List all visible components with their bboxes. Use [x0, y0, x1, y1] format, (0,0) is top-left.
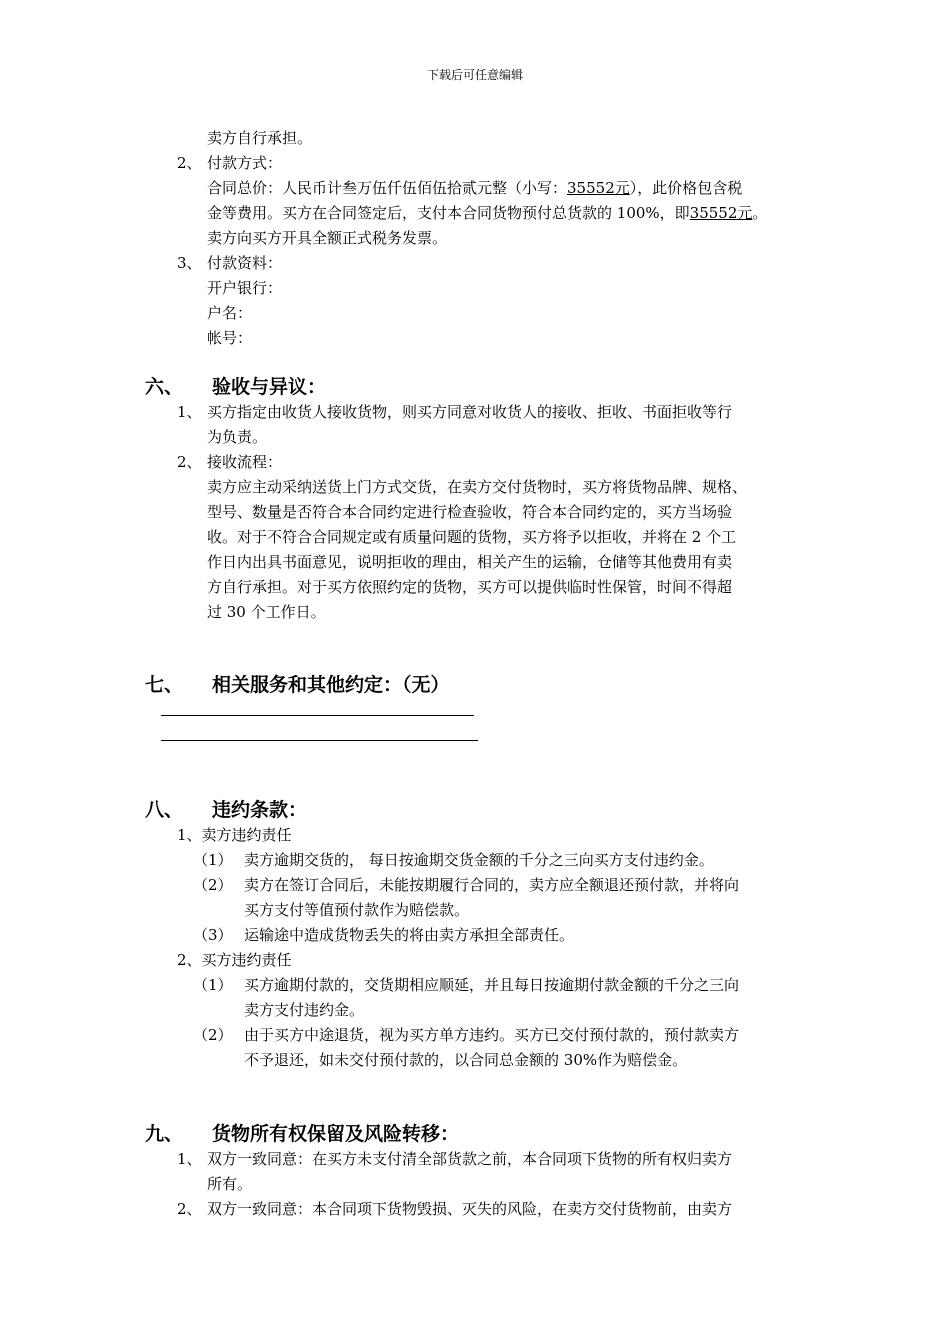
section6-item1-line2: 为负责。: [207, 428, 268, 446]
payment-info-title: 付款资料：: [207, 254, 283, 272]
payment-text-line1: 合同总价：人民币计叁万伍仟伍佰伍拾贰元整（小写：35552元），此价格包含税: [207, 179, 743, 197]
section8-number: 八、: [145, 799, 184, 821]
blank-fill-line: [161, 715, 474, 716]
item-number: 1、: [177, 1150, 202, 1168]
clause-text: 卖方支付违约金。: [244, 1001, 365, 1019]
clause-text: 不予退还，如未交付预付款的，以合同总金额的 30%作为赔偿金。: [244, 1051, 688, 1069]
payment-method-title: 付款方式：: [207, 154, 283, 172]
section7-title: 相关服务和其他约定：（无）: [212, 674, 450, 696]
section8-title: 违约条款：: [212, 799, 308, 821]
clause-number: （1）: [193, 851, 233, 869]
clause-number: （2）: [193, 1026, 233, 1044]
account-number-label: 帐号：: [207, 329, 253, 347]
clause-number: （2）: [193, 876, 233, 894]
receiving-process-line: 型号、数量是否符合本合同约定进行检查验收，符合本合同约定的，买方当场验: [207, 503, 733, 521]
amount-underlined: 35552元: [689, 204, 753, 222]
item-number: 2、: [177, 453, 202, 471]
amount-underlined: 35552元: [567, 179, 630, 197]
section9-item1-line1: 双方一致同意：在买方未支付清全部货款之前，本合同项下货物的所有权归卖方: [207, 1150, 733, 1168]
account-name-label: 户名：: [207, 304, 253, 322]
page-header: 下载后可任意编辑: [426, 68, 523, 82]
buyer-liability-title: 2、买方违约责任: [177, 951, 292, 969]
bank-label: 开户银行：: [207, 279, 283, 297]
clause-text: 买方支付等值预付款作为赔偿款。: [244, 901, 470, 919]
section9-number: 九、: [145, 1123, 184, 1145]
clause-text: 由于买方中途退货，视为买方单方违约。买方已交付预付款的，预付款卖方: [244, 1026, 740, 1044]
payment-text-line2: 金等费用。买方在合同签定后，支付本合同货物预付总货款的 100%，即35552元。: [207, 204, 768, 222]
item-number: 2、: [177, 1200, 202, 1218]
receiving-process-line: 过 30 个工作日。: [207, 603, 326, 621]
clause-number: （3）: [193, 926, 233, 944]
section9-title: 货物所有权保留及风险转移：: [212, 1123, 460, 1145]
section7-number: 七、: [145, 674, 184, 696]
seller-liability-title: 1、卖方违约责任: [177, 826, 292, 844]
clause-text: 买方逾期付款的，交货期相应顺延，并且每日按逾期付款金额的千分之三向: [244, 976, 740, 994]
payment-text-line3: 卖方向买方开具全额正式税务发票。: [207, 229, 448, 247]
section6-title: 验收与异议：: [212, 376, 327, 398]
section6-number: 六、: [145, 376, 184, 398]
receiving-process-line: 作日内出具书面意见，说明拒收的理由，相关产生的运输，仓储等其他费用有卖: [207, 553, 733, 571]
section5-continuation: 卖方自行承担。: [207, 129, 313, 147]
item-number: 1、: [177, 403, 202, 421]
section6-item1-line1: 买方指定由收货人接收货物，则买方同意对收货人的接收、拒收、书面拒收等行: [207, 403, 733, 421]
receiving-process-line: 收。对于不符合合同规定或有质量问题的货物，买方将予以拒收，并将在 2 个工: [207, 528, 737, 546]
clause-text: 卖方在签订合同后，未能按期履行合同的，卖方应全额退还预付款，并将向: [244, 876, 740, 894]
blank-fill-line: [161, 740, 478, 741]
section9-item1-line2: 所有。: [207, 1175, 253, 1193]
clause-text: 卖方逾期交货的， 每日按逾期交货金额的千分之三向买方支付违约金。: [244, 851, 714, 869]
clause-number: （1）: [193, 976, 233, 994]
section9-item2-line1: 双方一致同意：本合同项下货物毁损、灭失的风险，在卖方交付货物前，由卖方: [207, 1200, 733, 1218]
item-number: 2、: [177, 154, 202, 172]
receiving-process-line: 方自行承担。对于买方依照约定的货物，买方可以提供临时性保管，时间不得超: [207, 578, 733, 596]
clause-text: 运输途中造成货物丢失的将由卖方承担全部责任。: [244, 926, 575, 944]
item-number: 3、: [177, 254, 202, 272]
receiving-process-title: 接收流程：: [207, 453, 283, 471]
receiving-process-line: 卖方应主动采纳送货上门方式交货，在卖方交付货物时，买方将货物品牌、规格、: [207, 478, 748, 496]
